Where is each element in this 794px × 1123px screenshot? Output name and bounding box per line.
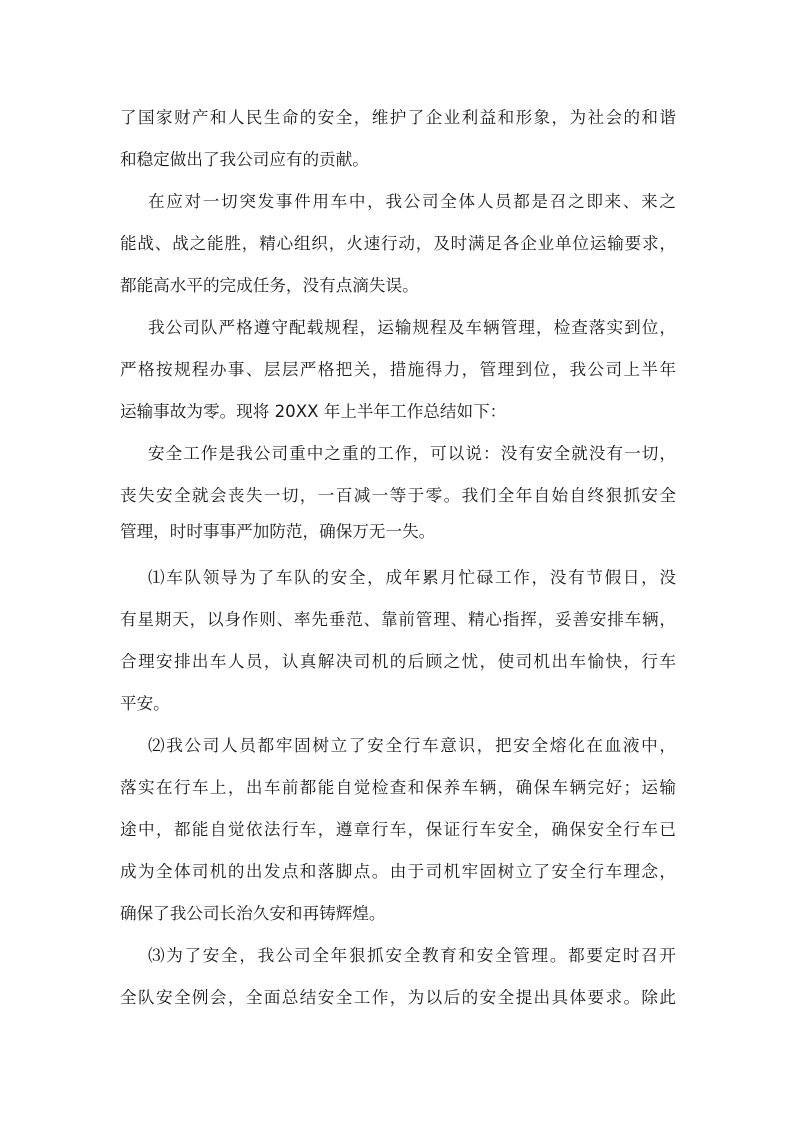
paragraph-line: ⑶为了安全，我公司全年狠抓安全教育和安全管理。都要定时召开 bbox=[148, 946, 676, 965]
paragraph-line: 安全工作是我公司重中之重的工作，可以说：没有安全就没有一切， bbox=[148, 444, 676, 463]
paragraph-line: 管理，时时事事严加防范，确保万无一失。 bbox=[120, 522, 436, 541]
paragraph-line: 我公司队严格遵守配载规程，运输规程及车辆管理，检查落实到位， bbox=[148, 318, 676, 337]
paragraph-line: 有星期天，以身作则、率先垂范、靠前管理、精心指挥，妥善安排车辆， bbox=[120, 610, 676, 629]
paragraph-line: 落实在行车上，出车前都能自觉检查和保养车辆，确保车辆完好；运输 bbox=[120, 778, 676, 797]
paragraph-line: 平安。 bbox=[120, 694, 170, 713]
paragraph-line: 能战、战之能胜，精心组织，火速行动，及时满足各企业单位运输要求， bbox=[120, 234, 676, 253]
paragraph-line: 在应对一切突发事件用车中，我公司全体人员都是召之即来、来之 bbox=[148, 192, 676, 211]
paragraph-line: 全队安全例会，全面总结安全工作，为以后的安全提出具体要求。除此 bbox=[120, 988, 676, 1007]
paragraph-line: 和稳定做出了我公司应有的贡献。 bbox=[120, 150, 369, 169]
paragraph-line: 成为全体司机的出发点和落脚点。由于司机牢固树立了安全行车理念， bbox=[120, 862, 676, 881]
paragraph-line: 确保了我公司长治久安和再铸辉煌。 bbox=[120, 904, 386, 923]
paragraph-line: 丧失安全就会丧失一切，一百减一等于零。我们全年自始自终狠抓安全 bbox=[120, 486, 676, 505]
paragraph-line: 途中，都能自觉依法行车，遵章行车，保证行车安全，确保安全行车已 bbox=[120, 820, 676, 839]
paragraph-line: 都能高水平的完成任务，没有点滴失误。 bbox=[120, 276, 419, 295]
paragraph-line: 运输事故为零。现将 20XX 年上半年工作总结如下： bbox=[120, 402, 507, 421]
paragraph-line: ⑵我公司人员都牢固树立了安全行车意识，把安全熔化在血液中， bbox=[148, 736, 676, 755]
paragraph-line: 严格按规程办事、层层严格把关，措施得力，管理到位，我公司上半年 bbox=[120, 360, 676, 379]
paragraph-line: ⑴车队领导为了车队的安全，成年累月忙碌工作，没有节假日，没 bbox=[148, 568, 676, 587]
paragraph-line: 了国家财产和人民生命的安全，维护了企业利益和形象，为社会的和谐 bbox=[120, 108, 676, 127]
paragraph-line: 合理安排出车人员，认真解决司机的后顾之忧，使司机出车愉快，行车 bbox=[120, 652, 676, 671]
